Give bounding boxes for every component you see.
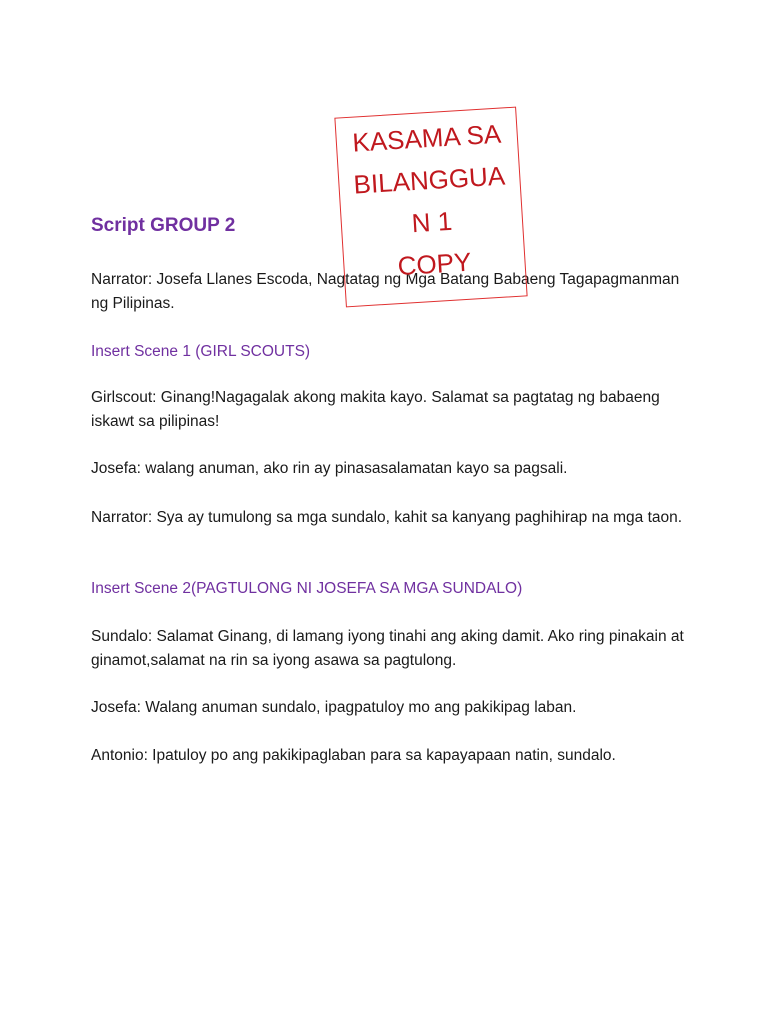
- scene-1-heading: Insert Scene 1 (GIRL SCOUTS): [91, 343, 311, 360]
- stamp-line-4: COPY: [396, 246, 473, 282]
- girlscout-line: Girlscout: Ginang!Nagagalak akong makita kayo. Salamat sa pagtatag ng babaeng iskawt sa pilipinas!: [91, 389, 660, 430]
- sundalo-line: Sundalo: Salamat Ginang, di lamang iyong tinahi ang aking damit. Ako ring pinakain at ginamot,salamat na rin sa iyong asawa sa pagtulong.: [91, 628, 684, 669]
- stamp-line-2: BILANGGUA: [352, 160, 506, 200]
- stamp-line-3: N 1: [410, 205, 454, 239]
- josefa-line-1: Josefa: walang anuman, ako rin ay pinasasalamatan kayo sa pagsali.: [91, 460, 568, 477]
- narrator-line-1: Narrator: Josefa Llanes Escoda, Nagtatag ng Mga Batang Babaeng Tagapagmanman ng Pilipinas.: [91, 271, 680, 312]
- stamp-line-1: KASAMA SA: [351, 118, 502, 158]
- scene-2-heading: Insert Scene 2(PAGTULONG NI JOSEFA SA MGA SUNDALO): [91, 580, 523, 597]
- josefa-line-2: Josefa: Walang anuman sundalo, ipagpatuloy mo ang pakikipag laban.: [91, 699, 577, 716]
- antonio-line: Antonio: Ipatuloy po ang pakikipaglaban para sa kapayapaan natin, sundalo.: [91, 747, 616, 764]
- narrator-line-2: Narrator: Sya ay tumulong sa mga sundalo, kahit sa kanyang paghihirap na mga taon.: [91, 509, 683, 526]
- copy-stamp: [334, 107, 527, 308]
- script-title: Script GROUP 2: [91, 215, 236, 236]
